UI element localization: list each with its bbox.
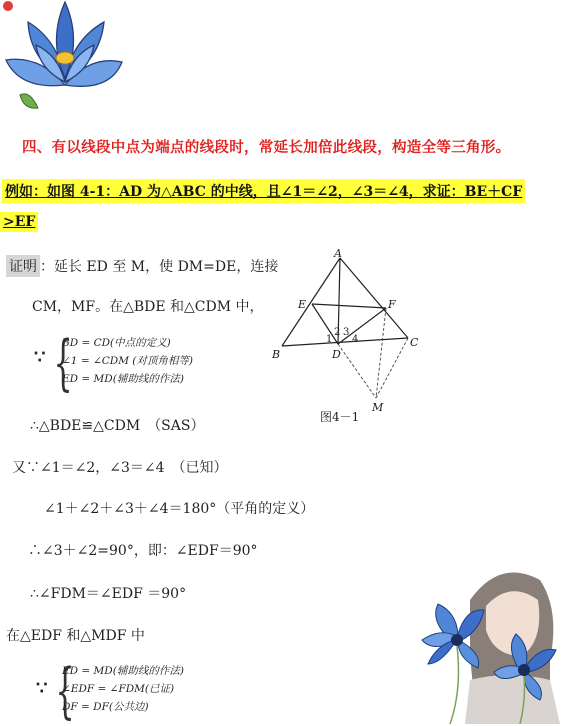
angle-label-1: 1 [326, 334, 333, 345]
proof-line-also: 又∵∠1＝∠2，∠3＝∠4 （已知） [12, 460, 228, 476]
proof-line-therefore-2: ∴∠FDM＝∠EDF ＝90° [30, 586, 187, 602]
label-b: B [272, 348, 281, 361]
brace-2-line: ED = MD(辅助线的作法) [62, 665, 184, 677]
brace-1-line: ∠1 = ∠CDM (对顶角相等) [62, 355, 193, 367]
brace-2-line: DF = DF(公共边) [62, 701, 149, 713]
brace-2-line: ∠EDF = ∠FDM(已证) [62, 683, 175, 695]
segment-cm [376, 338, 408, 398]
conclusion-congruent: ∴△BDE≌△CDM （SAS） [30, 418, 205, 434]
label-f: F [388, 298, 396, 311]
segment-ac [340, 258, 408, 338]
proof-line-1: ：延长 ED 至 M，使 DM=DE，连接 [40, 259, 279, 275]
because-symbol-2: ∵ [36, 678, 48, 699]
label-m: M [372, 401, 384, 414]
proof-label: 证明 [6, 255, 40, 277]
left-brace-2: { [55, 656, 75, 726]
example-line-2: >EF [0, 212, 38, 232]
section-heading: 四、有以线段中点为端点的线段时，常延长加倍此线段，构造全等三角形。 [22, 140, 511, 156]
segment-dm [338, 344, 376, 398]
segment-fd [338, 308, 386, 344]
left-brace-1: { [53, 328, 73, 398]
lotus-flower-illustration [0, 0, 130, 115]
brace-1-line: BD = CD(中点的定义) [62, 337, 171, 349]
brace-list-2 [62, 662, 184, 716]
girl-with-flowers-illustration [410, 560, 576, 724]
proof-line-therefore-1: ∴∠3＋∠2=90°，即：∠EDF＝90° [28, 543, 258, 559]
proof-line-sum: ∠1＋∠2＋∠3＋∠4＝180°（平角的定义） [44, 501, 315, 517]
angle-label-4: 4 [352, 334, 359, 345]
geometry-figure [268, 246, 428, 426]
segment-ed [312, 304, 341, 344]
label-c: C [410, 336, 419, 349]
label-d: D [332, 348, 341, 361]
angle-label-3: 3 [343, 327, 350, 338]
segment-fm [376, 308, 386, 398]
because-symbol-1: ∵ [34, 347, 46, 368]
brace-1-line: ED = MD(辅助线的作法) [62, 373, 184, 385]
figure-caption: 图4－1 [320, 410, 360, 424]
proof-line-in: 在△EDF 和△MDF 中 [6, 628, 145, 644]
brace-list-1 [62, 334, 193, 388]
example-line-1: 例如：如图 4-1：AD 为△ABC 的中线，且∠1＝∠2，∠3＝∠4，求证：BE＋CF [2, 179, 525, 203]
angle-label-2: 2 [334, 327, 341, 338]
label-a: A [334, 247, 342, 260]
segment-ef [312, 304, 386, 308]
label-e: E [298, 298, 307, 311]
proof-line-2: CM，MF。在△BDE 和△CDM 中， [32, 299, 264, 315]
